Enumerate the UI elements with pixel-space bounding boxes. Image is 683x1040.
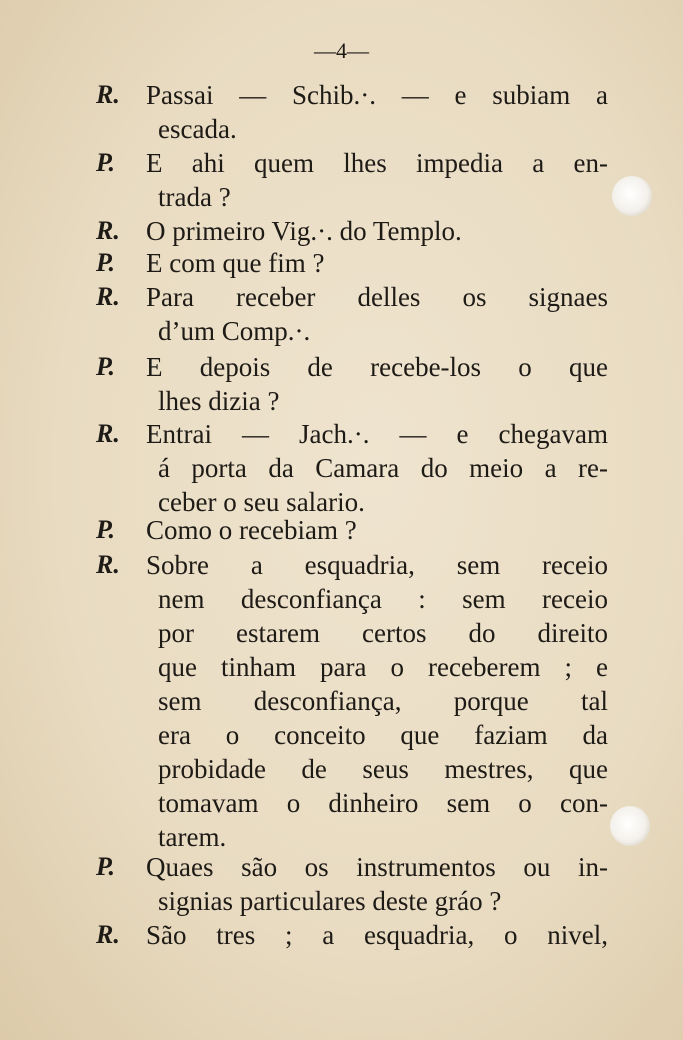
speaker-label: R. (96, 550, 120, 579)
speaker-label: R. (96, 920, 120, 949)
paper-hole (610, 806, 650, 846)
text-line: nem desconfiança : sem receio (158, 584, 608, 614)
text-line: E com que fim ? (146, 248, 325, 278)
text-line: sem desconfiança, porque tal (158, 686, 608, 716)
text-line: tomavam o dinheiro sem o con- (158, 788, 608, 818)
text-line: Quaes são os instrumentos ou in- (146, 852, 608, 882)
text-line: que tinham para o receberem ; e (158, 652, 608, 682)
text-line: E ahi quem lhes impedia a en- (146, 148, 608, 178)
speaker-label: P. (96, 248, 116, 277)
text-line: á porta da Camara do meio a re- (158, 453, 608, 483)
text-line: trada ? (158, 182, 231, 212)
text-line: escada. (158, 114, 237, 144)
text-line: probidade de seus mestres, que (158, 754, 608, 784)
text-line: Entrai — Jach.·. — e chegavam (146, 419, 608, 449)
text-line: por estarem certos do direito (158, 618, 608, 648)
text-line: Passai — Schib.·. — e subiam a (146, 80, 608, 110)
speaker-label: R. (96, 216, 120, 245)
text-line: ceber o seu salario. (158, 487, 365, 517)
speaker-label: P. (96, 148, 116, 177)
paper-hole (612, 176, 652, 216)
speaker-label: P. (96, 352, 116, 381)
speaker-label: P. (96, 515, 116, 544)
text-line: tarem. (158, 822, 227, 852)
page-number-header: —4— (314, 38, 369, 63)
speaker-label: P. (96, 852, 116, 881)
text-line: lhes dizia ? (158, 386, 280, 416)
speaker-label: R. (96, 80, 120, 109)
speaker-label: R. (96, 282, 120, 311)
speaker-label: R. (96, 419, 120, 448)
text-line: Para receber delles os signaes (146, 282, 608, 312)
text-line: São tres ; a esquadria, o nivel, (146, 920, 608, 950)
text-line: Como o recebiam ? (146, 515, 357, 545)
text-line: E depois de recebe-los o que (146, 352, 608, 382)
text-line: era o conceito que faziam da (158, 720, 608, 750)
text-line: signias particulares deste gráo ? (158, 886, 502, 916)
text-line: d’um Comp.·. (158, 316, 311, 346)
text-line: O primeiro Vig.·. do Templo. (146, 216, 462, 246)
text-line: Sobre a esquadria, sem receio (146, 550, 608, 580)
